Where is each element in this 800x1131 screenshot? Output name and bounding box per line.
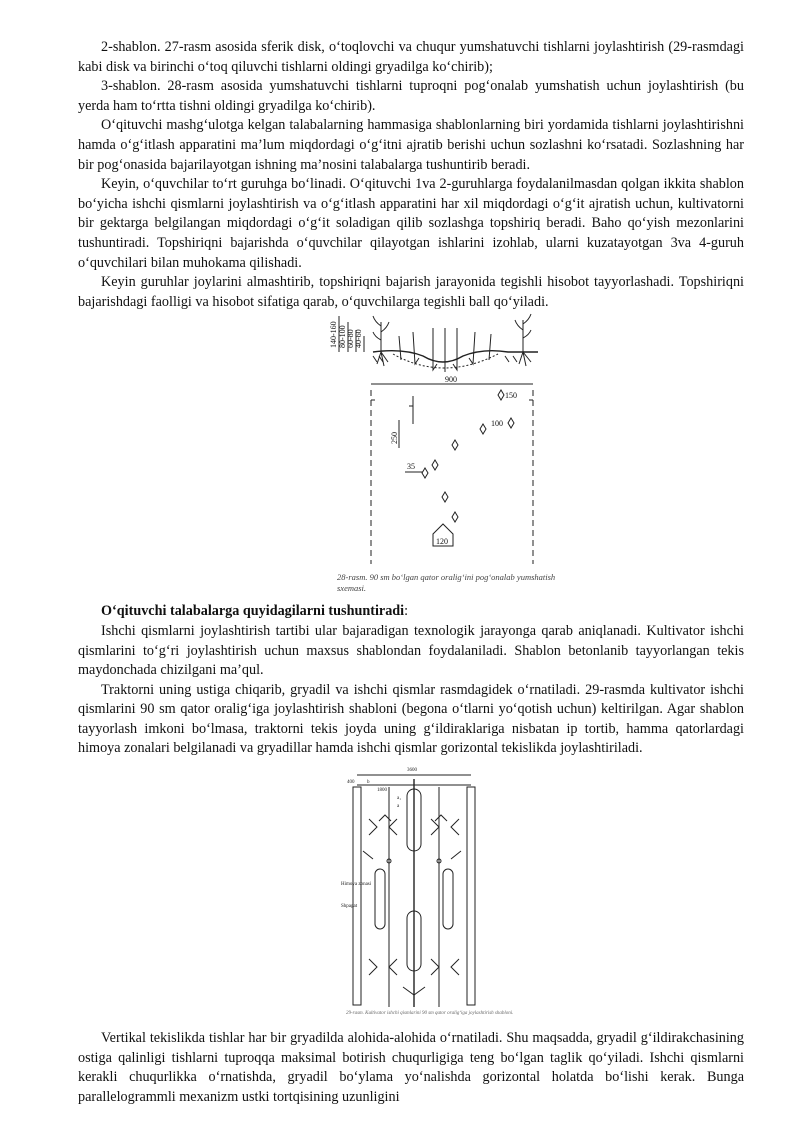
label-3600: 3600 bbox=[407, 768, 417, 774]
label-100: 100 bbox=[491, 419, 503, 429]
figure-28-caption: 28-rasm. 90 sm bo‘lgan qator oralig‘ini pog‘onalab yumshatish sxemasi. bbox=[337, 572, 556, 594]
figure-28-diagram bbox=[329, 312, 563, 574]
paragraph-swap-groups: Keyin guruhlar joylarini almashtirib, topshiriqni bajarish jarayonida tegishli hisobot tayyorlashadi. Topshiriqni bajarishdagi faolligi va hisobot sifatiga qarab, o‘quvchilarga tegishli ball qo‘yiladi. bbox=[78, 274, 744, 310]
label-120: 120 bbox=[436, 537, 448, 547]
label-400: 400 bbox=[347, 780, 355, 786]
label-a: a bbox=[397, 804, 400, 810]
label-shpagat: Shpagat bbox=[341, 904, 358, 910]
label-d3: 60-80 bbox=[346, 329, 355, 349]
label-b: b bbox=[367, 780, 370, 786]
paragraph-vertical-plane: Vertikal tekislikda tishlar har bir gryadilda alohida-alohida o‘rnatiladi. Shu maqsadda, gryadil g‘ildirakchasining ostiga qalinligi tishlarni tuproqqa maksimal botirish chuqurligiga teng bo‘lgan taglik qo‘yiladi. Ishchi qismlarni kerakli chuqurlikka o‘rnatishda, gryadil bo‘ylama yo‘nalishda gorizontal holatda bo‘lishi kerak. Bunga parallelogrammli mexanizm ustki tortqisining uzunligini bbox=[78, 1030, 744, 1105]
label-a1: a₁ bbox=[397, 796, 401, 802]
label-width: 900 bbox=[445, 375, 457, 385]
figure-29-caption: 29-rasm. Kultivator ishchi qismlarini 90 sm qator oralig‘iga joylashtirish shabloni. bbox=[346, 1011, 514, 1017]
label-himoya: Himoya zonasi bbox=[341, 882, 372, 888]
paragraph-tractor-setup: Traktorni uning ustiga chiqarib, gryadil va ishchi qismlar rasmdagidek o‘rnatiladi. 29-rasmda kultivator ishchi qismlarini 90 sm qator oralig‘iga joylashtirish shabloni (begona o‘tlarni yo‘qotish uchun) keltirilgan. Agar shablon tayyorlash imkoni bo‘lmasa, traktorni tekis joyda uning g‘ildiraklariga nisbatan ip tortib, hamma qatorlardagi himoya zonalari belgilanadi va gryadillar hamda ishchi qismlar gorizontal tekislikda joylashtiriladi. bbox=[78, 681, 744, 757]
paragraph-teacher-demo: O‘qituvchi mashg‘ulotga kelgan talabalarning hammasiga shablonlarning biri yordamida tishlarni joylashtirishni hamda o‘g‘itlash apparatini ma’lum miqdordagi o‘g‘itni ajratib berishi uchun sozlashni ko‘rsatadi. Sozlashning har bir pog‘onasida bajarilayotgan ishning ma’nosini talabalarga tushuntirib beradi. bbox=[78, 117, 744, 173]
figure-28 bbox=[78, 312, 744, 602]
paragraph-placement-order: Ishchi qismlarni joylashtirish tartibi ular bajaradigan texnologik jarayonga qarab aniqlanadi. Kultivator ishchi qismlarini to‘g‘ri joylashtirish uchun maxsus shablondan foydalaniladi. Shablon betonlanib tayyorlangan tekis maydonchada chizilgani ma’qul. bbox=[78, 622, 744, 679]
document-page bbox=[78, 38, 744, 1107]
label-d4: 40-60 bbox=[354, 329, 363, 349]
label-d1: 140-160 bbox=[329, 321, 338, 349]
section-heading bbox=[78, 602, 744, 622]
label-1800: 1800 bbox=[377, 788, 387, 794]
label-250: 250 bbox=[390, 432, 399, 445]
figure-29-diagram bbox=[343, 761, 485, 1011]
heading-colon: : bbox=[404, 603, 409, 620]
label-35: 35 bbox=[407, 462, 415, 472]
paragraph-groups: Keyin, o‘quvchilar to‘rt guruhga bo‘linadi. O‘qituvchi 1va 2-guruhlarga foydalanilmasdan qolgan ikkita shablon bo‘yicha ishchi qismlarni joylashtirish va o‘g‘itlash apparatini har xil miqdordagi o‘g‘it ajratish uchun, kultivatorni bir gektarga belgilangan miqdordagi o‘g‘it soladigan qilib sozlashga topshiriq beradi. Baho qo‘yish mezonlarini tushuntiradi. Topshiriqni bajarishda o‘quvchilar qilayotgan ishlarini izohlab, ularni kuzatayotgan 3va 4-guruh o‘quvchilari bilan muhokama qilishadi. bbox=[78, 176, 744, 271]
paragraph-shablon-3: 3-shablon. 28-rasm asosida yumshatuvchi tishlarni tuproqni pog‘onalab yumshatish uchun joylashtirish (bu yerda ham to‘rtta tishni oldingi gryadilga ko‘chirib). bbox=[78, 78, 744, 114]
heading-text: O‘qituvchi talabalarga quyidagilarni tushuntiradi bbox=[101, 603, 405, 620]
figure-29 bbox=[78, 761, 744, 1029]
label-d2: 80-100 bbox=[338, 325, 347, 349]
label-150: 150 bbox=[505, 391, 517, 401]
paragraph-shablon-2: 2-shablon. 27-rasm asosida sferik disk, o‘toqlovchi va chuqur yumshatuvchi tishlarni joylashtirish (29-rasmdagi kabi disk va birinchi o‘toq qiluvchi tishlarni oldingi gryadilga ko‘chirib); bbox=[78, 39, 744, 75]
